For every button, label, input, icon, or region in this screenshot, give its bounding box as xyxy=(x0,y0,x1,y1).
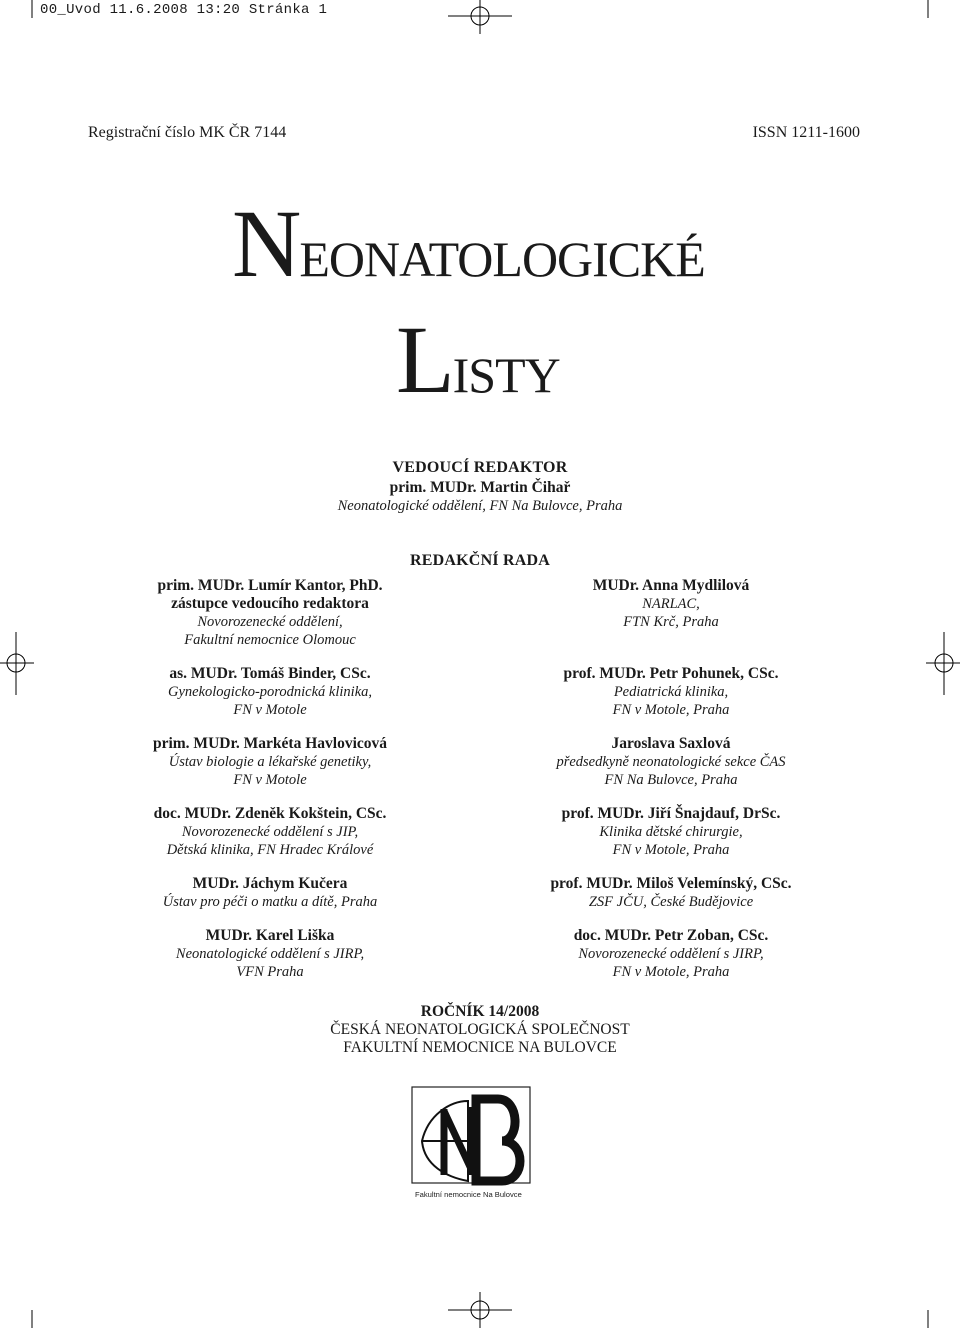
board-left-column xyxy=(50,577,490,997)
editor-affiliation: Neonatologické oddělení, FN Na Bulovce, Praha xyxy=(337,498,623,514)
board-member xyxy=(451,805,891,859)
registration-number: Registrační číslo MK ČR 7144 xyxy=(88,124,287,141)
member-affiliation: VFN Praha xyxy=(236,964,304,980)
member-affiliation: předsedkyně neonatologické sekce ČAS xyxy=(556,754,786,770)
registration-mark-top xyxy=(448,0,512,34)
title-line-1 xyxy=(232,190,705,297)
member-name: prim. MUDr. Lumír Kantor, PhD. xyxy=(157,577,383,594)
member-affiliation: FN v Motole xyxy=(233,702,307,718)
board-member xyxy=(50,577,490,649)
logo-mark xyxy=(410,1085,532,1203)
member-affiliation: NARLAC, xyxy=(642,596,700,612)
member-role: zástupce vedoucího redaktora xyxy=(171,595,369,612)
editor-in-chief xyxy=(230,459,730,515)
hospital-logo xyxy=(410,1085,532,1203)
member-affiliation: Ústav biologie a lékařské genetiky, xyxy=(168,754,372,770)
member-affiliation: FTN Krč, Praha xyxy=(623,614,719,630)
board-member xyxy=(50,927,490,981)
member-name: MUDr. Jáchym Kučera xyxy=(192,875,348,892)
publication-info xyxy=(230,1003,730,1057)
member-affiliation: Klinika dětské chirurgie, xyxy=(599,824,743,840)
issn: ISSN 1211-1600 xyxy=(752,124,860,141)
board-member xyxy=(451,577,891,631)
board-member xyxy=(451,875,891,911)
member-name: prof. MUDr. Miloš Velemínský, CSc. xyxy=(550,875,792,892)
member-name: doc. MUDr. Petr Zoban, CSc. xyxy=(573,927,769,944)
registration-mark-left xyxy=(0,632,34,695)
logo-caption: Fakultní nemocnice Na Bulovce xyxy=(415,1190,522,1199)
title-initial-n: N xyxy=(232,190,300,297)
print-slug: 00_Uvod 11.6.2008 13:20 Stránka 1 xyxy=(40,2,328,18)
registration-mark-bottom xyxy=(448,1292,512,1328)
member-affiliation: FN Na Bulovce, Praha xyxy=(604,772,738,788)
board-member xyxy=(50,805,490,859)
member-affiliation: FN v Motole, Praha xyxy=(612,964,730,980)
editor-name: prim. MUDr. Martin Čihař xyxy=(389,479,571,496)
member-affiliation: Novorozenecké oddělení s JIP, xyxy=(181,824,359,840)
member-affiliation: Neonatologické oddělení s JIRP, xyxy=(175,946,365,962)
member-name: prof. MUDr. Jiří Šnajdauf, DrSc. xyxy=(561,805,781,822)
title-rest-2: ISTY xyxy=(452,347,560,403)
member-name: Jaroslava Saxlová xyxy=(611,735,731,752)
member-affiliation: Gynekologicko-porodnická klinika, xyxy=(168,684,372,700)
member-affiliation: Novorozenecké oddělení s JIRP, xyxy=(578,946,764,962)
member-affiliation: Dětská klinika, FN Hradec Králové xyxy=(166,842,374,858)
member-affiliation: FN v Motole, Praha xyxy=(612,842,730,858)
board-member xyxy=(50,735,490,789)
member-affiliation: Fakultní nemocnice Olomouc xyxy=(184,632,356,648)
member-name: doc. MUDr. Zdeněk Kokštein, CSc. xyxy=(153,805,387,822)
member-name: MUDr. Anna Mydlilová xyxy=(592,577,750,594)
title-line-2 xyxy=(396,306,560,413)
member-name: prof. MUDr. Petr Pohunek, CSc. xyxy=(563,665,779,682)
member-affiliation: ZSF JČU, České Budějovice xyxy=(588,894,754,910)
member-affiliation: FN v Motole xyxy=(233,772,307,788)
board-member xyxy=(451,927,891,981)
society: ČESKÁ NEONATOLOGICKÁ SPOLEČNOST xyxy=(330,1021,630,1038)
member-name: prim. MUDr. Markéta Havlovicová xyxy=(152,735,388,752)
board-right-column xyxy=(451,577,891,997)
member-affiliation: FN v Motole, Praha xyxy=(612,702,730,718)
editor-heading: VEDOUCÍ REDAKTOR xyxy=(392,459,568,476)
board-member xyxy=(451,735,891,789)
volume: ROČNÍK 14/2008 xyxy=(420,1003,540,1020)
board-member xyxy=(451,665,891,719)
board-member xyxy=(50,665,490,719)
hospital: FAKULTNÍ NEMOCNICE NA BULOVCE xyxy=(343,1039,617,1056)
member-affiliation: Novorozenecké oddělení, xyxy=(197,614,343,630)
board-member xyxy=(50,875,490,911)
title-initial-l: L xyxy=(396,306,453,413)
title-rest-1: EONATOLOGICKÉ xyxy=(299,231,705,287)
member-name: MUDr. Karel Liška xyxy=(205,927,335,944)
member-affiliation: Ústav pro péči o matku a dítě, Praha xyxy=(162,894,378,910)
board-heading: REDAKČNÍ RADA xyxy=(410,552,550,569)
member-affiliation: Pediatrická klinika, xyxy=(613,684,729,700)
registration-mark-right xyxy=(926,632,960,695)
member-name: as. MUDr. Tomáš Binder, CSc. xyxy=(169,665,371,682)
